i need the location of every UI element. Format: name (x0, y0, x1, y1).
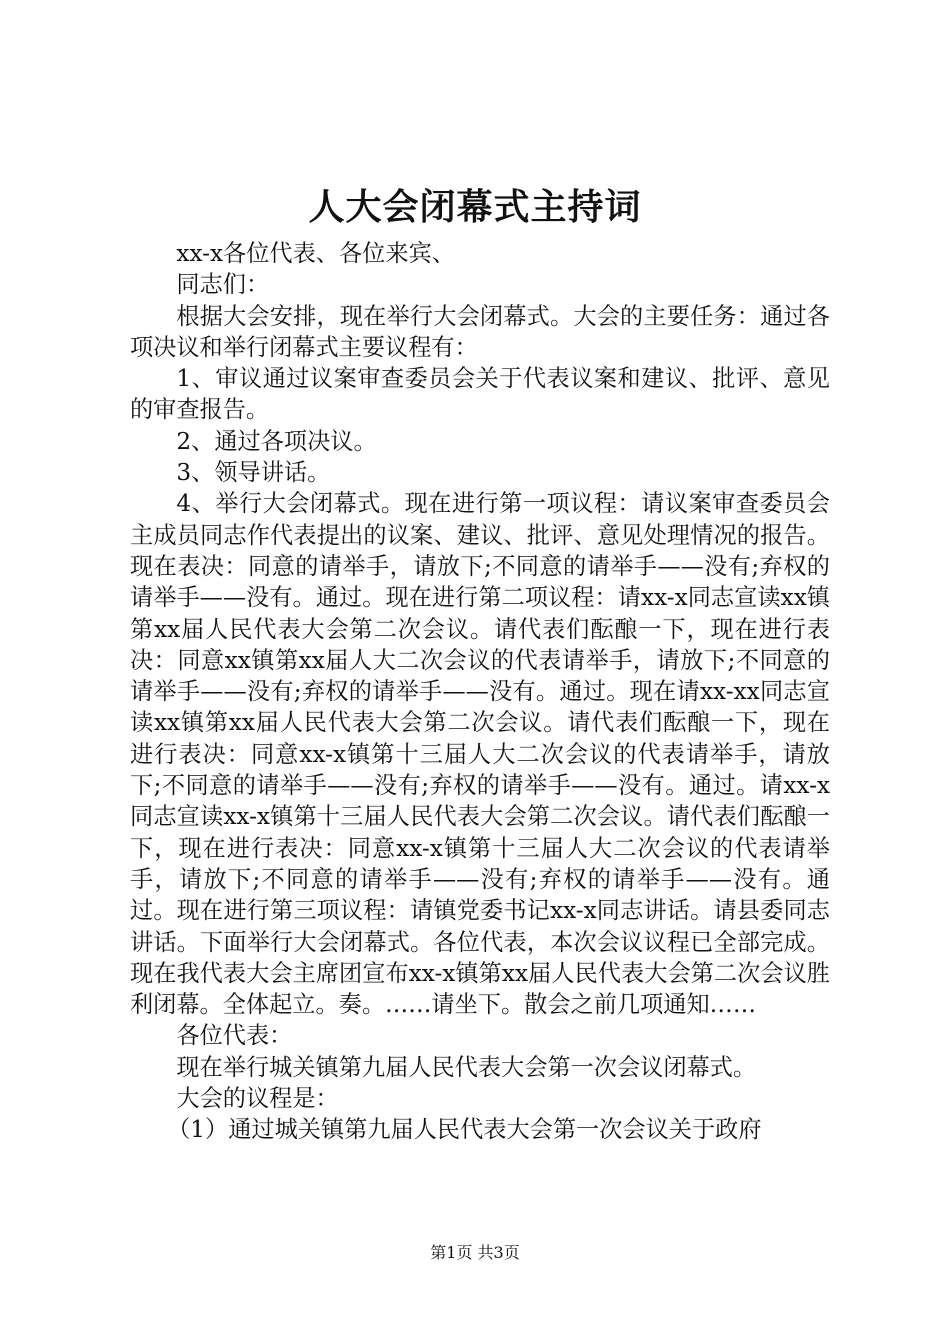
paragraph-closing-announcement: 现在举行城关镇第九届人民代表大会第一次会议闭幕式。 (176, 1053, 757, 1081)
document-title: 人大会闭幕式主持词 (308, 187, 642, 228)
page-number-footer: 第1页 共3页 (430, 1243, 520, 1262)
greeting-delegates: 各位代表： (176, 1022, 293, 1050)
document-body (130, 238, 830, 1146)
agenda-subitem-1: （1）通过城关镇第九届人民代表大会第一次会议关于政府 (167, 1116, 762, 1144)
agenda-item-2: 2、通过各项决议。 (176, 427, 377, 455)
greeting-line-comrades: 同志们： (176, 271, 270, 299)
paragraph-intro: 根据大会安排，现在举行大会闭幕式。大会的主要任务：通过各项决议和举行闭幕式主要议程有： (130, 302, 830, 361)
agenda-item-3: 3、领导讲话。 (176, 459, 331, 487)
paragraph-agenda-heading: 大会的议程是： (176, 1085, 339, 1113)
agenda-item-1: 1、审议通过议案审查委员会关于代表议案和建议、批评、意见的审查报告。 (130, 365, 830, 424)
greeting-line: xx-x各位代表、各位来宾、 (176, 240, 455, 267)
agenda-item-4: 4、举行大会闭幕式。现在进行第一项议程：请议案审查委员会主成员同志作代表提出的议案、建议、批评、意见处理情况的报告。现在表决：同意的请举手，请放下;不同意的请举手——没有;弃权的请举手——没有。通过。现在进行第二项议程：请xx-x同志宣读xx镇第xx届人民代表大会第二次会议。请代表们酝酿一下，现在进行表决：同意xx镇第xx届人大二次会议的代表请举手，请放下;不同意的请举手——没有;弃权的请举手——没有。通过。现在请xx-xx同志宣读xx镇第xx届人民代表大会第二次会议。请代表们酝酿一下，现在进行表决：同意xx-x镇第十三届人大二次会议的代表请举手，请放下;不同意的请举手——没有;弃权的请举手——没有。通过。请xx-x同志宣读xx-x镇第十三届人民代表大会第二次会议。请代表们酝酿一下，现在进行表决：同意xx-x镇第十三届人大二次会议的代表请举手，请放下;不同意的请举手——没有;弃权的请举手——没有。通过。现在进行第三项议程：请镇党委书记xx-x同志讲话。请县委同志讲话。下面举行大会闭幕式。各位代表，本次会议议程已全部完成。现在我代表大会主席团宣布xx-x镇第xx届人民代表大会第二次会议胜利闭幕。全体起立。奏。……请坐下。散会之前几项通知…… (130, 490, 830, 1019)
